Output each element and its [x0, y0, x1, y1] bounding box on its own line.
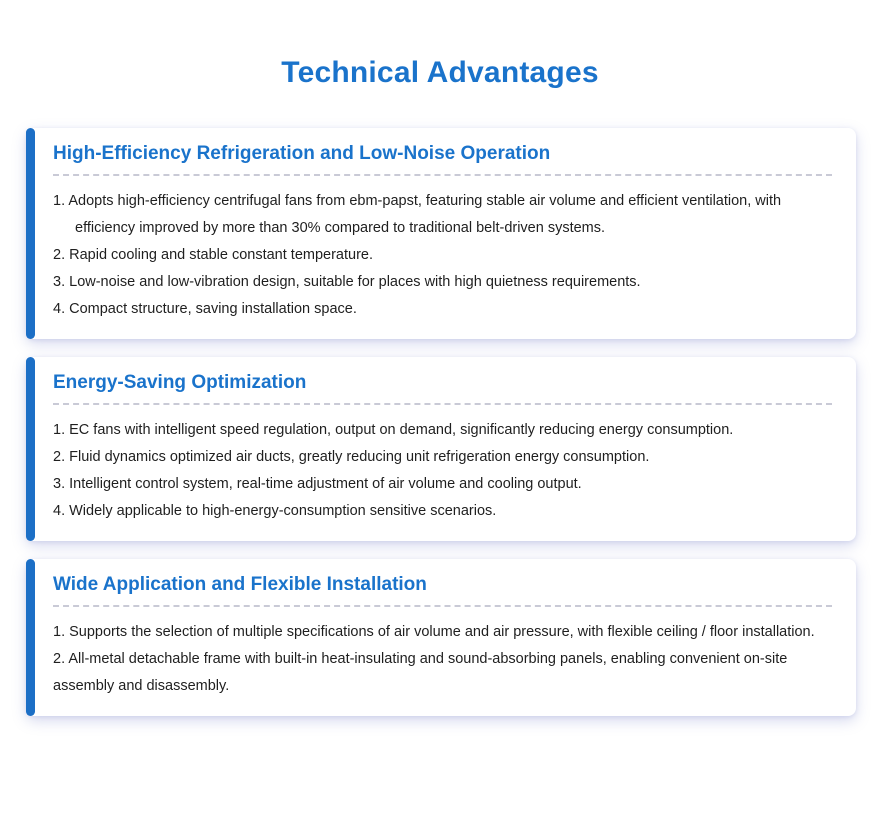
- card-accent-bar: [26, 357, 35, 541]
- item-text: Supports the selection of multiple specifications of air volume and air pressure, with flexible ceiling / floor installation.: [69, 624, 815, 640]
- advantage-card: [26, 559, 856, 716]
- item-text: All-metal detachable frame with built-in heat-insulating and sound-absorbing panels, enabling convenient on-site assembly and disassembly.: [53, 651, 788, 694]
- advantage-list: [53, 417, 832, 525]
- advantage-list: [53, 619, 832, 700]
- list-item: [53, 269, 832, 296]
- list-item: [53, 646, 832, 700]
- list-item: [53, 471, 832, 498]
- advantage-list: [53, 188, 832, 323]
- list-item: [53, 417, 832, 444]
- item-number: 3.: [53, 476, 66, 492]
- list-item: [53, 296, 832, 323]
- list-item: [53, 619, 832, 646]
- item-text: Fluid dynamics optimized air ducts, greatly reducing unit refrigeration energy consumption.: [69, 449, 650, 465]
- card-heading: Wide Application and Flexible Installation: [53, 574, 427, 595]
- dashed-divider: [53, 605, 832, 607]
- advantage-card: [26, 128, 856, 339]
- item-text: Low-noise and low-vibration design, suitable for places with high quietness requirements.: [69, 274, 641, 290]
- item-number: 2.: [53, 449, 66, 465]
- list-item: [53, 498, 832, 525]
- page-title: Technical Advantages: [281, 56, 599, 89]
- item-number: 4.: [53, 301, 66, 317]
- cards-container: [0, 128, 880, 716]
- item-number: 1.: [53, 624, 66, 640]
- item-text: Compact structure, saving installation space.: [69, 301, 357, 317]
- dashed-divider: [53, 403, 832, 405]
- item-text: Intelligent control system, real-time adjustment of air volume and cooling output.: [69, 476, 582, 492]
- item-number: 3.: [53, 274, 66, 290]
- list-item: [53, 444, 832, 471]
- item-text: Adopts high-efficiency centrifugal fans from ebm-papst, featuring stable air volume and efficient ventilation, with efficiency improved by more than 30% compared to traditional belt-driven systems.: [68, 193, 782, 236]
- advantage-card: [26, 357, 856, 541]
- item-number: 1.: [53, 193, 66, 209]
- item-number: 4.: [53, 503, 66, 519]
- item-number: 2.: [53, 651, 66, 667]
- item-text: Widely applicable to high-energy-consumption sensitive scenarios.: [69, 503, 497, 519]
- card-accent-bar: [26, 128, 35, 339]
- list-item: [53, 242, 832, 269]
- card-heading: High-Efficiency Refrigeration and Low-Noise Operation: [53, 143, 551, 164]
- item-number: 2.: [53, 247, 66, 263]
- item-number: 1.: [53, 422, 66, 438]
- item-text: Rapid cooling and stable constant temperature.: [69, 247, 374, 263]
- card-heading: Energy-Saving Optimization: [53, 372, 307, 393]
- list-item: [53, 188, 832, 242]
- item-text: EC fans with intelligent speed regulation, output on demand, significantly reducing energy consumption.: [69, 422, 734, 438]
- card-accent-bar: [26, 559, 35, 716]
- dashed-divider: [53, 174, 832, 176]
